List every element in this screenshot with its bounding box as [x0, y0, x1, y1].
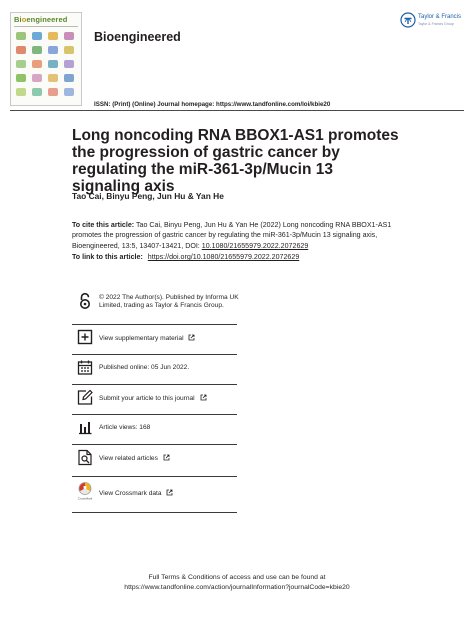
cover-figure — [16, 32, 26, 40]
citation-block — [72, 220, 412, 251]
cover-figure — [16, 46, 26, 54]
issn-homepage-line[interactable]: ISSN: (Print) (Online) Journal homepage: https://www.tandfonline.com/loi/kbie20 — [94, 101, 331, 108]
cover-figure — [48, 32, 58, 40]
cover-figure — [32, 32, 42, 40]
external-link-icon — [166, 489, 173, 496]
open-access-icon — [77, 292, 93, 310]
published-row — [72, 356, 237, 386]
cover-figure — [16, 60, 26, 68]
info-divider — [72, 512, 237, 513]
article-link-url[interactable]: https://doi.org/10.1080/21655979.2022.2072629 — [147, 253, 300, 261]
crossmark-icon-label: CrossMark — [77, 496, 93, 501]
license-row — [72, 292, 237, 324]
cover-figure — [48, 46, 58, 54]
cover-figure — [32, 60, 42, 68]
external-link-icon — [188, 334, 195, 341]
info-divider — [72, 444, 237, 445]
taylor-francis-logo-icon — [400, 12, 416, 28]
footer — [0, 573, 474, 592]
supplementary-row[interactable] — [72, 326, 237, 356]
cover-figure — [64, 60, 74, 68]
cover-brand-logo: Bioengineered — [14, 15, 68, 24]
license-text: © 2022 The Author(s). Published by Informa UK Limited, trading as Taylor & Francis Group. — [99, 294, 239, 310]
article-views: Article views: 168 — [99, 424, 151, 431]
cover-figure — [32, 46, 42, 54]
cover-figure — [64, 74, 74, 82]
views-row — [72, 416, 237, 446]
doi-link[interactable]: 10.1080/21655979.2022.2072629 — [201, 241, 309, 250]
crossmark-link[interactable]: View Crossmark data — [99, 490, 162, 497]
submit-row[interactable] — [72, 386, 237, 416]
related-articles-link[interactable]: View related articles — [99, 455, 158, 462]
add-item-icon — [77, 329, 93, 347]
submit-edit-icon — [77, 389, 93, 407]
cover-figure — [16, 74, 26, 82]
cover-rule — [14, 26, 78, 27]
crossmark-icon — [77, 480, 93, 502]
submit-article-link[interactable]: Submit your article to this journal — [99, 395, 195, 402]
journal-name[interactable]: Bioengineered — [94, 30, 181, 44]
bar-chart-icon — [77, 419, 93, 437]
article-link-block — [72, 253, 412, 261]
supplementary-link[interactable]: View supplementary material — [99, 335, 184, 342]
cover-figure — [32, 88, 42, 96]
journal-cover-thumbnail[interactable] — [10, 12, 82, 106]
article-authors: Tao Cai, Binyu Peng, Jun Hu & Yan He — [72, 191, 224, 201]
document-search-icon — [77, 449, 93, 467]
citation-label: To cite this article: — [72, 221, 135, 229]
cover-figure — [48, 88, 58, 96]
article-link-label: To link to this article: — [72, 253, 143, 261]
cover-figure — [48, 74, 58, 82]
related-row[interactable] — [72, 446, 237, 476]
calendar-icon — [77, 359, 93, 377]
cover-figure — [64, 32, 74, 40]
cover-figure — [64, 88, 74, 96]
info-divider — [72, 384, 237, 385]
cover-figure — [16, 88, 26, 96]
info-divider — [72, 414, 237, 415]
info-divider — [72, 354, 237, 355]
article-title: Long noncoding RNA BBOX1-AS1 promotes the progression of gastric cancer by regulating the miR-361-3p/Mucin 13 signaling axis — [72, 127, 399, 195]
publisher-logo-subtext: Taylor & Francis Group — [418, 22, 454, 26]
info-divider — [72, 476, 237, 477]
footer-terms-url[interactable]: https://www.tandfonline.com/action/journalInformation?journalCode=kbie20 — [124, 583, 350, 591]
external-link-icon — [200, 394, 207, 401]
footer-terms-line: Full Terms & Conditions of access and use can be found at — [148, 574, 326, 581]
crossmark-row[interactable] — [72, 478, 237, 512]
cover-figure — [48, 60, 58, 68]
publisher-logo-text: Taylor & Francis — [418, 14, 462, 20]
cover-figure — [64, 46, 74, 54]
header-divider — [10, 110, 464, 111]
external-link-icon — [163, 454, 170, 461]
info-divider — [72, 324, 237, 325]
citation-text: Tao Cai, Binyu Peng, Jun Hu & Yan He (2022) Long noncoding RNA BBOX1-AS1 promotes the progression of gastric cancer by regulating the miR-361-3p/Mucin 13 signaling axis, Bioengineered, 13:5, 13407-13421, DOI: — [72, 221, 392, 250]
cover-figure — [32, 74, 42, 82]
published-date: Published online: 05 Jun 2022. — [99, 364, 190, 371]
publisher-logo[interactable] — [400, 12, 462, 42]
